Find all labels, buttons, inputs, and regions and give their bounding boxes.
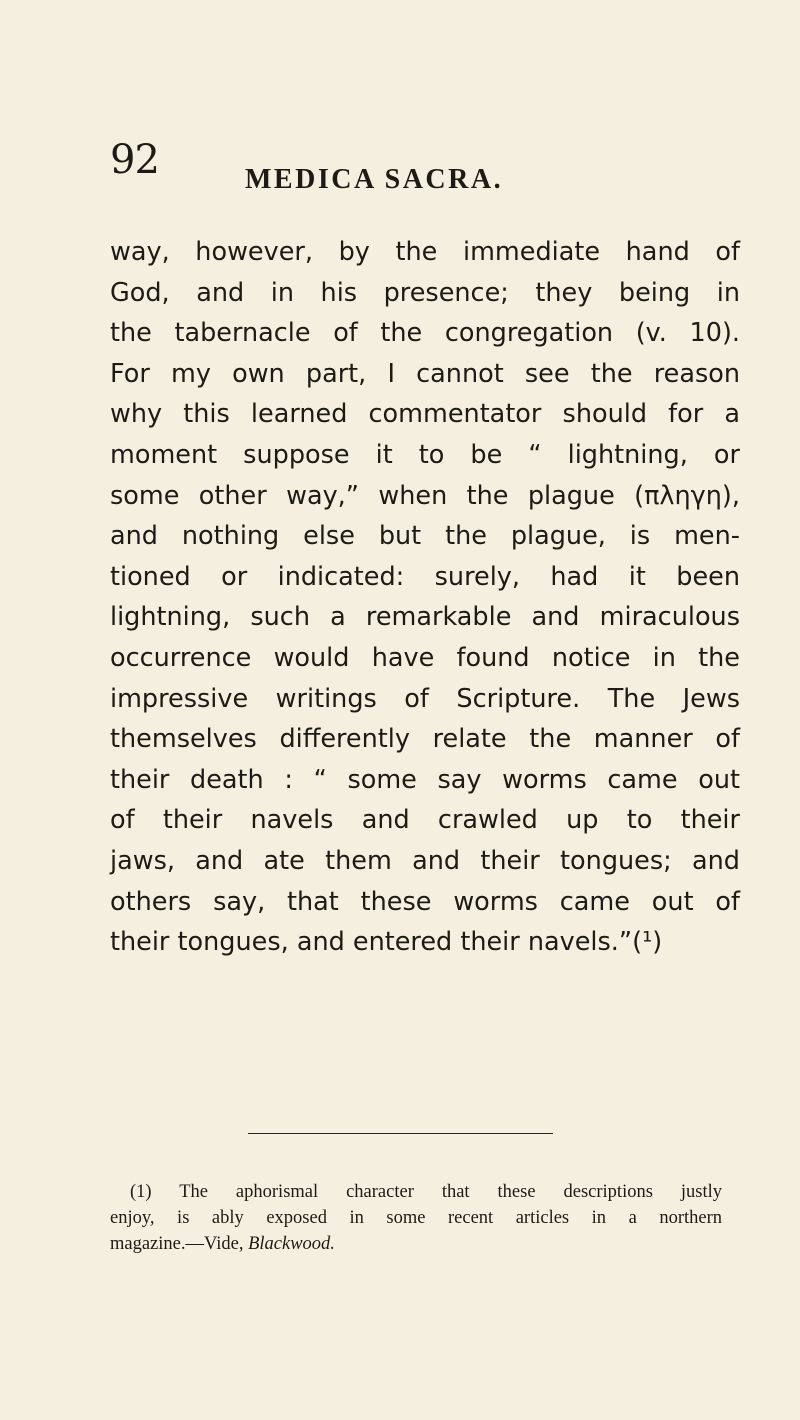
footnote (110, 1179, 722, 1257)
body-line: why this learned commentator should for a (110, 399, 740, 430)
body-line: of their navels and crawled up to their (110, 805, 740, 836)
footnote-line: enjoy, is ably exposed in some recent articles in a northern (110, 1208, 722, 1228)
page-number: 92 (110, 137, 159, 183)
body-line: and nothing else but the plague, is men- (110, 521, 740, 552)
body-line: lightning, such a remarkable and miraculous (110, 602, 740, 633)
body-line: God, and in his presence; they being in (110, 277, 740, 308)
body-line: For my own part, I cannot see the reason (110, 358, 740, 389)
body-line: others say, that these worms came out of (110, 886, 740, 917)
body-text (110, 232, 740, 963)
body-line: jaws, and ate them and their tongues; and (110, 845, 740, 876)
body-line: impressive writings of Scripture. The Jews (110, 683, 740, 714)
footnote-line: (1) The aphorismal character that these descriptions justly (130, 1182, 722, 1202)
body-line: the tabernacle of the congregation (v. 10). (110, 318, 740, 349)
body-line: their tongues, and entered their navels.”(¹) (110, 927, 663, 958)
running-title: MEDICA SACRA. (245, 164, 504, 195)
footnote-source: Blackwood. (248, 1234, 335, 1254)
body-line: themselves differently relate the manner of (110, 724, 740, 755)
body-line: occurrence would have found notice in the (110, 642, 740, 673)
footnote-text: magazine.—Vide, (110, 1234, 249, 1254)
body-line: tioned or indicated: surely, had it been (110, 561, 740, 592)
body-line: some other way,” when the plague (πληγη), (110, 480, 740, 511)
body-line: moment suppose it to be “ lightning, or (110, 439, 740, 470)
footnote-line (110, 1231, 722, 1257)
footnote-divider (248, 1133, 553, 1134)
body-line: their death : “ some say worms came out (110, 764, 740, 795)
body-line: way, however, by the immediate hand of (110, 237, 740, 267)
